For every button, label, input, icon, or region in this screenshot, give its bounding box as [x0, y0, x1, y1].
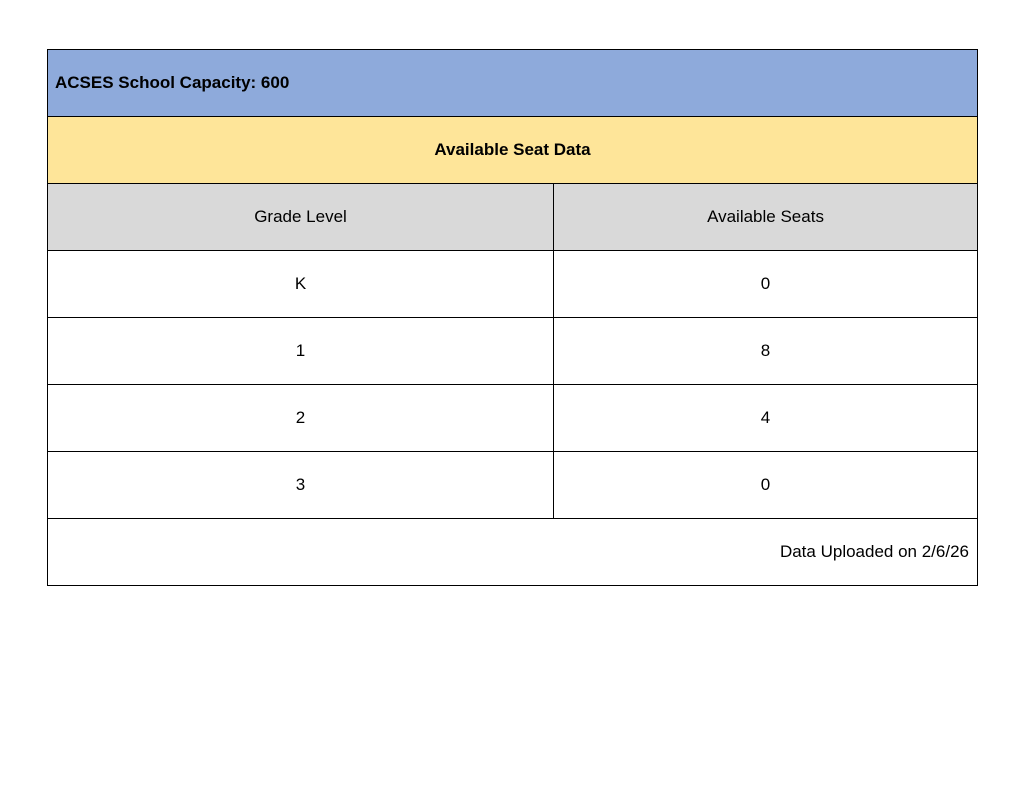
- footer-row: [48, 519, 978, 586]
- grade-cell: 1: [48, 318, 554, 385]
- grade-cell: 2: [48, 385, 554, 452]
- seats-cell: 8: [554, 318, 978, 385]
- upload-date-note: Data Uploaded on 2/6/26: [48, 519, 978, 586]
- grade-cell: K: [48, 251, 554, 318]
- seats-cell: 4: [554, 385, 978, 452]
- section-row: [48, 117, 978, 184]
- title-row: [48, 50, 978, 117]
- header-row: [48, 184, 978, 251]
- available-seats-header: Available Seats: [554, 184, 978, 251]
- table-row: [48, 452, 978, 519]
- grade-cell: 3: [48, 452, 554, 519]
- table-row: [48, 251, 978, 318]
- table-row: [48, 385, 978, 452]
- seat-data-table: [47, 49, 978, 586]
- seats-cell: 0: [554, 452, 978, 519]
- section-title: Available Seat Data: [48, 117, 978, 184]
- seats-cell: 0: [554, 251, 978, 318]
- school-capacity-title: ACSES School Capacity: 600: [48, 50, 978, 117]
- table-row: [48, 318, 978, 385]
- grade-level-header: Grade Level: [48, 184, 554, 251]
